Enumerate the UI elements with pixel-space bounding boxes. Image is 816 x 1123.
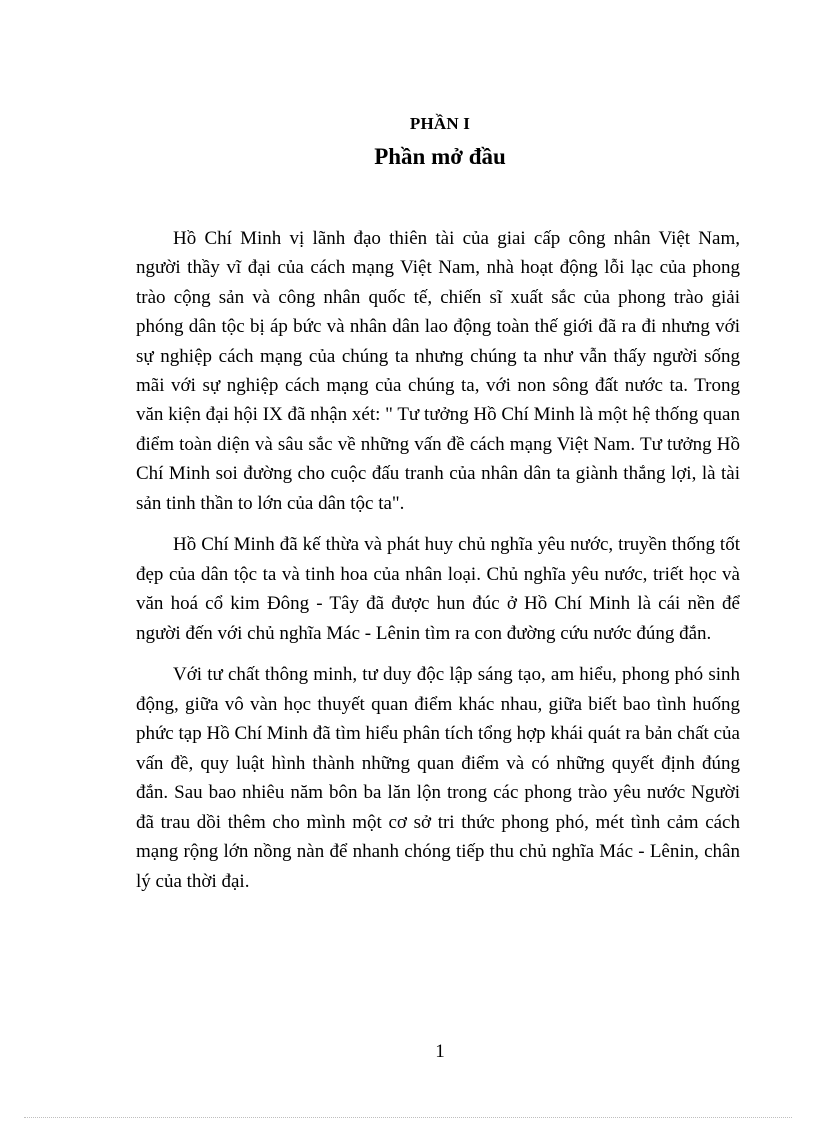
page-number: 1	[435, 1041, 445, 1062]
part-label: PHẦN I	[409, 114, 471, 133]
part-title: Phần mở đầu	[374, 144, 506, 169]
page-bottom-divider	[24, 1117, 792, 1118]
body-text	[136, 224, 740, 908]
paragraph-2: Hồ Chí Minh đã kế thừa và phát huy chủ nghĩa yêu nước, truyền thống tốt đẹp của dân tộc ta và tinh hoa của nhân loại. Chủ nghĩa yêu nước, triết học và văn hoá cổ kim Đông - Tây đã được hun đúc ở Hồ Chí Minh là cái nền để người đến với chủ nghĩa Mác - Lênin tìm ra con đường cứu nước đúng đắn.	[136, 534, 740, 644]
paragraph-1: Hồ Chí Minh vị lãnh đạo thiên tài của giai cấp công nhân Việt Nam, người thầy vĩ đại của cách mạng Việt Nam, nhà hoạt động lỗi lạc của phong trào cộng sản và công nhân quốc tế, chiến sĩ xuất sắc của phong trào giải phóng dân tộc bị áp bức và nhân dân lao động toàn thế giới đã ra đi nhưng với sự nghiệp cách mạng của chúng ta nhưng chúng ta như vẫn thấy người sống mãi với sự nghiệp cách mạng của chúng ta, với non sông đất nước ta. Trong văn kiện đại hội IX đã nhận xét: " Tư tưởng Hồ Chí Minh là một hệ thống quan điểm toàn diện và sâu sắc về những vấn đề cách mạng Việt Nam. Tư tưởng Hồ Chí Minh soi đường cho cuộc đấu tranh của nhân dân ta giành thắng lợi, là tài sản tinh thần to lớn của dân tộc ta".	[136, 228, 740, 514]
paragraph-3: Với tư chất thông minh, tư duy độc lập sáng tạo, am hiểu, phong phó sinh động, giữa vô vàn học thuyết quan điểm khác nhau, giữa biết bao tình huống phức tạp Hồ Chí Minh đã tìm hiểu phân tích tổng hợp khái quát ra bản chất của vấn đề, quy luật hình thành những quan điểm và có những quyết định đúng đắn. Sau bao nhiêu năm bôn ba lăn lộn trong các phong trào yêu nước Người đã trau dồi thêm cho mình một cơ sở tri thức phong phó, mét tình cảm cách mạng rộng lớn nồng nàn để nhanh chóng tiếp thu chủ nghĩa Mác - Lênin, chân lý của thời đại.	[136, 664, 740, 892]
